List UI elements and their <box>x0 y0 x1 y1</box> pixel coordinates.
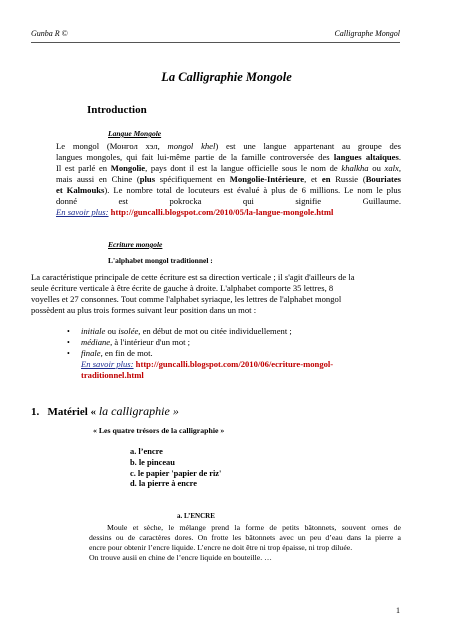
encre-line-4: On trouve ausii en chine de l’encre liquide en bouteille. … <box>89 553 272 562</box>
bullet-item: • finale, en fin de mot. <box>67 348 153 358</box>
intro-subheading: Langue Mongole <box>108 129 162 138</box>
ecriture-paragraph <box>31 272 401 316</box>
page-number: 1 <box>396 606 400 615</box>
intro-line-3: Il est parlé en Mongolie, pays dont il est la langue officielle sous le nom de khalkha ou xalx, <box>56 163 402 173</box>
list-item: c. le papier 'papier de riz' <box>130 468 222 478</box>
ecriture-link <box>81 359 333 381</box>
intro-heading: Introduction <box>87 104 147 116</box>
intro-link-url[interactable]: http://guncalli.blogspot.com/2010/05/la-langue-mongole.html <box>110 207 334 217</box>
tresors-list <box>130 447 221 490</box>
intro-line-2: langues mongoles, qui fait lui-même partie de la famille controversée des langues altaïques. <box>56 152 401 162</box>
ecriture-line-1: La caractéristique principale de cette écriture est sa direction verticale ; il s'agit d'ailleurs de la <box>31 272 355 282</box>
header-left: Gunba R © <box>31 29 68 38</box>
intro-line-1: Le mongol (Монгол хэл, mongol khel) est une langue appartenant au groupe des <box>56 141 401 151</box>
intro-link-label[interactable]: En savoir plus: <box>56 207 109 217</box>
page-title: La Calligraphie Mongole <box>161 70 292 84</box>
encre-line-3: encre pour obtenir l’encre liquide. L’encre ne doit être ni trop épaisse, ni trop diluée. <box>89 543 353 552</box>
list-item: d. la pierre à encre <box>130 479 197 489</box>
bullet-item: • médiane, à l'intérieur d'un mot ; <box>67 337 191 347</box>
ecriture-link-url-part2[interactable]: traditionnel.html <box>81 370 144 380</box>
intro-paragraph <box>56 141 401 218</box>
ecriture-line-3: voyelles et 27 consonnes. Tout comme l'alphabet syriaque, les lettres de l'alphabet mongol <box>31 294 342 304</box>
ecriture-line-4: possèdent au plus trois formes suivant leur position dans un mot : <box>31 305 257 315</box>
intro-line-6: donné est pokrocka qui signifie Guillaume. <box>56 196 401 206</box>
intro-link-line <box>56 207 401 218</box>
list-item: b. le pinceau <box>130 457 175 467</box>
header-right: Calligraphe Mongol <box>334 29 400 38</box>
ecriture-subheading: Ecriture mongole <box>108 240 163 249</box>
encre-subheading: a. L’ENCRE <box>177 512 215 520</box>
section-1-quote: « Les quatre trésors de la calligraphie » <box>93 426 225 435</box>
encre-paragraph <box>89 523 401 563</box>
bullet-dot-icon: • <box>67 349 70 358</box>
ecriture-link-label[interactable]: En savoir plus: <box>81 359 134 369</box>
alphabet-subheading: L'alphabet mongol traditionnel : <box>108 256 213 265</box>
bullet-dot-icon: • <box>67 338 70 347</box>
bullet-item: • initiale ou isolée, en début de mot ou citée individuellement ; <box>67 326 292 336</box>
intro-line-4: mais aussi en Chine (plus spécifiquement en Mongolie-Intérieure, et en Russie (Bouriates <box>56 174 402 184</box>
encre-line-1: Moule et sèche, le mélange prend la forme de petits bâtonnets, souvent ornes de <box>107 523 401 532</box>
ecriture-line-2: seule écriture verticale à être écrite de gauche à droite. L'alphabet comporte 35 lettres, 8 <box>31 283 334 293</box>
bullet-dot-icon: • <box>67 327 70 336</box>
intro-line-5: et Kalmouks). Le nombre total de locuteurs est évalué à plus de 6 millions. Le nom le plus <box>56 185 401 195</box>
section-1-heading: 1. Matériel « la calligraphie » <box>31 404 179 418</box>
ecriture-link-url-part1[interactable]: http://guncalli.blogspot.com/2010/06/ecriture-mongol- <box>135 359 334 369</box>
header-divider <box>31 42 400 43</box>
list-item: a. l’encre <box>130 447 163 456</box>
encre-line-2: dessins ou de caractères dores. On frotte les bâtonnets avec un peu d’eau dans la pierre a <box>89 533 401 542</box>
